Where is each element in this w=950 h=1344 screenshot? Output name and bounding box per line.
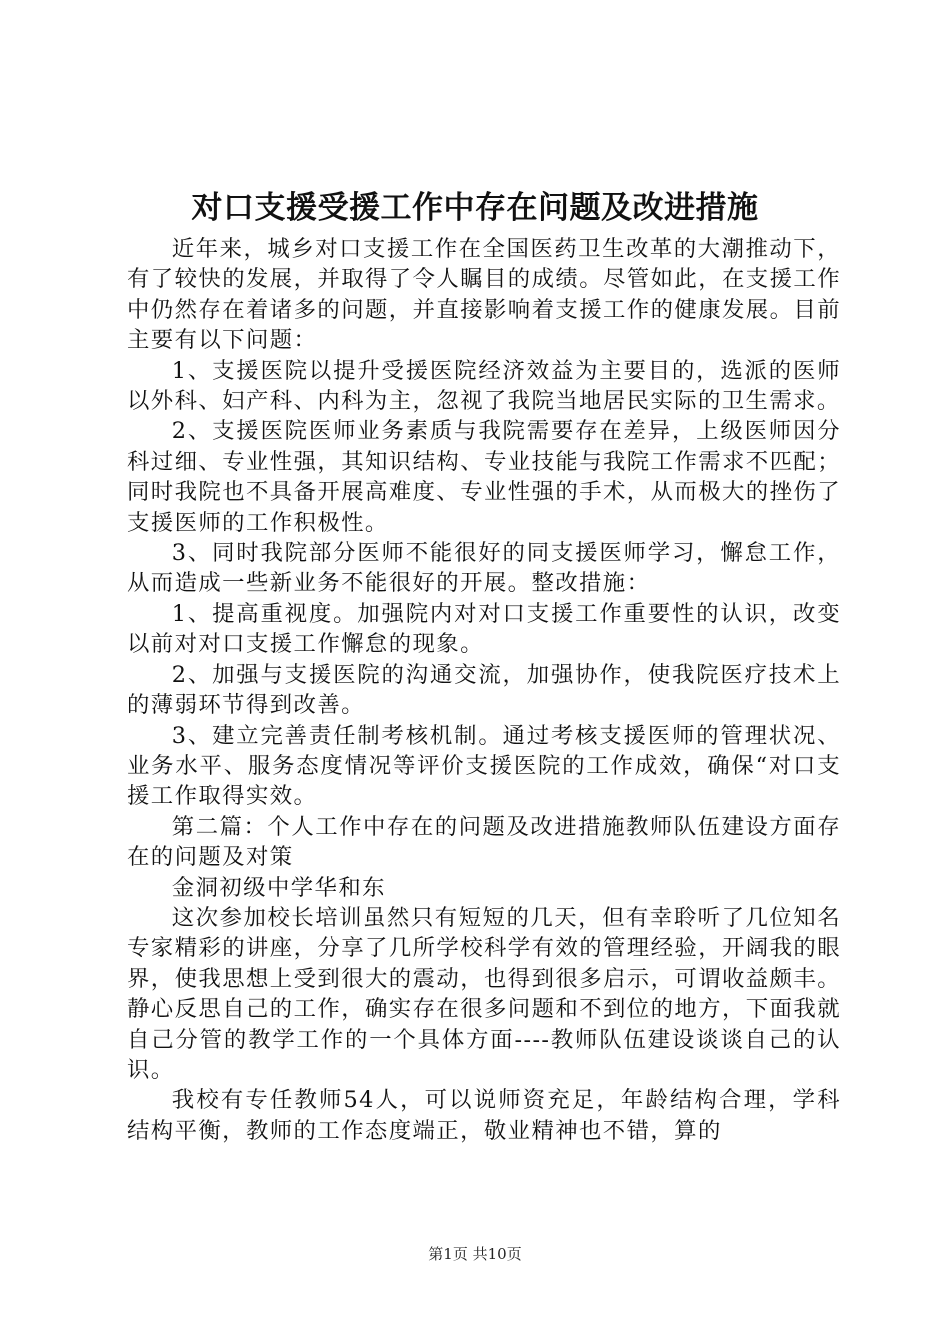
paragraph-problem-2: 2、支援医院医师业务素质与我院需要存在差异，上级医师因分科过细、专业性强，其知识结构、专业技能与我院工作需求不匹配；同时我院也不具备开展高难度、专业性强的手术，从而极大的挫伤了支援医师的工作积极性。 bbox=[127, 418, 841, 536]
paragraph-problem-1: 1、支援医院以提升受援医院经济效益为主要目的，选派的医师以外科、妇产科、内科为主，忽视了我院当地居民实际的卫生需求。 bbox=[127, 357, 841, 415]
page-number-footer: 第1页 共10页 bbox=[428, 1245, 522, 1263]
paragraph-problem-3: 3、同时我院部分医师不能很好的同支援医师学习，懈怠工作，从而造成一些新业务不能很好的开展。整改措施： bbox=[127, 540, 841, 597]
paragraph-measure-3: 3、建立完善责任制考核机制。通过考核支援医师的管理状况、业务水平、服务态度情况等评价支援医院的工作成效，确保“对口支援工作取得实效。 bbox=[127, 722, 841, 810]
paragraph-measure-2: 2、加强与支援医院的沟通交流，加强协作，使我院医疗技术上的薄弱环节得到改善。 bbox=[127, 661, 841, 719]
document-title: 对口支援受援工作中存在问题及改进措施 bbox=[191, 190, 759, 226]
paragraph-intro: 近年来，城乡对口支援工作在全国医药卫生改革的大潮推动下，有了较快的发展，并取得了令人瞩目的成绩。尽管如此，在支援工作中仍然存在着诸多的问题，并直接影响着支援工作的健康发展。目前主要有以下问题： bbox=[127, 236, 841, 354]
paragraph-reflection: 这次参加校长培训虽然只有短短的几天，但有幸聆听了几位知名专家精彩的讲座，分享了几所学校科学有效的管理经验，开阔我的眼界，使我思想上受到很大的震动，也得到很多启示，可谓收益颇丰。静心反思自己的工作，确实存在很多问题和不到位的地方，下面我就自己分管的教学工作的一个具体方面----教师队伍建设谈谈自己的认识。 bbox=[127, 904, 841, 1083]
paragraph-staff: 我校有专任教师54人，可以说师资充足，年龄结构合理，学科结构平衡，教师的工作态度端正，敬业精神也不错，算的 bbox=[127, 1087, 841, 1144]
paragraph-section-two-heading: 第二篇：个人工作中存在的问题及改进措施教师队伍建设方面存在的问题及对策 bbox=[127, 813, 841, 871]
document-body bbox=[127, 234, 841, 1146]
paragraph-measure-1: 1、提高重视度。加强院内对对口支援工作重要性的认识，改变以前对对口支援工作懈怠的现象。 bbox=[127, 600, 841, 658]
paragraph-author: 金洞初级中学华和东 bbox=[171, 874, 386, 901]
